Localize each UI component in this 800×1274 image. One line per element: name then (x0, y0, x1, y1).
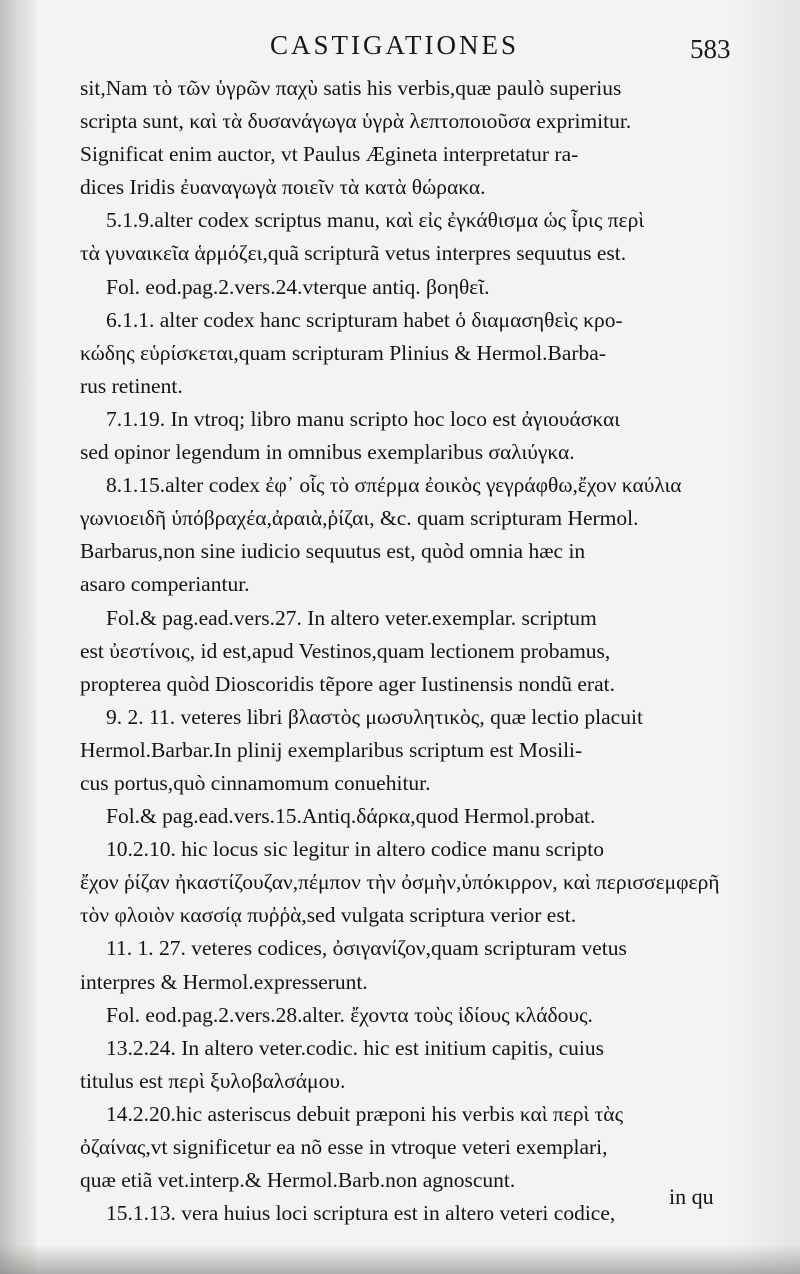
page-spine-shadow (0, 0, 36, 1274)
text-line: 15.1.13. vera huius loci scriptura est in altero veteri codice, (106, 1201, 616, 1226)
text-line: 8.1.15.alter codex ἐφ᾿ οἷς τὸ σπέρμα ἐοικὸς γεγράφθω,ἔχον καύλια (106, 473, 682, 498)
text-line: asaro comperiantur. (80, 572, 250, 597)
catchword: in qu (669, 1184, 714, 1209)
text-line: propterea quòd Dioscoridis tẽpore ager Iustinensis nondũ erat. (80, 671, 615, 696)
text-line: Fol. eod.pag.2.vers.28.alter. ἔχοντα τοὺς ἰδίους κλάδους. (106, 1002, 593, 1027)
text-line: 11. 1. 27. veteres codices, ὀσιγανίζον,quam scripturam vetus (106, 936, 627, 961)
text-line: est ὐεστίνοις, id est,apud Vestinos,quam lectionem probamus, (80, 638, 611, 663)
page-bottom-shadow (0, 1244, 800, 1274)
text-line: Fol.& pag.ead.vers.27. In altero veter.exemplar. scriptum (106, 605, 597, 630)
text-line: 10.2.10. hic locus sic legitur in altero codice manu scripto (106, 837, 604, 862)
text-line: interpres & Hermol.expresserunt. (80, 969, 368, 994)
text-line: Fol. eod.pag.2.vers.24.vterque antiq. βοηθεῖ. (106, 274, 490, 299)
text-line: 14.2.20.hic asteriscus debuit præponi his verbis καὶ περὶ τὰς (106, 1101, 624, 1126)
page-number: 583 (690, 34, 731, 64)
text-line: κώδης εὑρίσκεται,quam scripturam Plinius & Hermol.Barba- (80, 340, 606, 365)
text-line: scripta sunt, καὶ τὰ δυσανάγωγα ὑγρὰ λεπτοποιοῦσα exprimitur. (80, 109, 632, 134)
running-head: CASTIGATIONES (270, 30, 520, 60)
text-line: quæ etiã vet.interp.& Hermol.Barb.non agnoscunt. (80, 1168, 516, 1193)
text-line: 6.1.1. alter codex hanc scripturam habet ὁ διαμασηθεὶς κρο- (106, 307, 623, 332)
text-line: 9. 2. 11. veteres libri βλαστὸς μωσυλητικὸς, quæ lectio placuit (106, 704, 643, 729)
text-line: ὀζαίνας,vt significetur ea nõ esse in vtroque veteri exemplari, (80, 1135, 608, 1159)
text-line: titulus est περὶ ξυλοβαλσάμου. (80, 1068, 346, 1093)
text-block (80, 72, 770, 1230)
text-line: cus portus,quò cinnamomum conuehitur. (80, 770, 431, 795)
text-line: 7.1.19. In vtroq; libro manu scripto hoc loco est ἀγιουάσκαι (106, 406, 621, 431)
text-line: rus retinent. (80, 373, 183, 398)
text-line: Fol.& pag.ead.vers.15.Antiq.δάρκα,quod Hermol.probat. (106, 804, 596, 829)
text-line: dices Iridis ἐυαναγωγὰ ποιεῖν τὰ κατὰ θώρακα. (80, 175, 486, 200)
text-line: 5.1.9.alter codex scriptus manu, καὶ εἰς ἐγκάθισμα ὡς ἶρις περὶ (106, 208, 645, 233)
text-line: sit,Nam τὸ τῶν ὑγρῶν παχὺ satis his verbis,quæ paulò superius (80, 76, 622, 100)
text-line: Significat enim auctor, vt Paulus Ægineta interpretatur ra- (80, 142, 579, 167)
text-line: γωνιοειδῆ ὑπόβραχέα,ἀραιὰ,ῥίζαι, &c. quam scripturam Hermol. (80, 506, 639, 531)
text-line: Barbarus,non sine iudicio sequutus est, quòd omnia hæc in (80, 539, 586, 564)
text-line: Hermol.Barbar.In plinij exemplaribus scriptum est Mosili- (80, 737, 583, 762)
text-line: ἔχον ῥίζαν ἠκαστίζουζαν,πέμπον τὴν ὀσμὴν,ὑπόκιρρον, καὶ περισσεμφερῆ (80, 870, 720, 895)
text-line: τὰ γυναικεῖα ἁρμόζει,quã scripturã vetus interpres sequutus est. (80, 241, 627, 266)
text-line: τὸν φλοιὸν κασσίᾳ πυῤῥὰ,sed vulgata scriptura verior est. (80, 903, 577, 928)
text-line: sed opinor legendum in omnibus exemplaribus σαλιύγκα. (80, 440, 575, 465)
text-line: 13.2.24. In altero veter.codic. hic est initium capitis, cuius (106, 1035, 604, 1060)
